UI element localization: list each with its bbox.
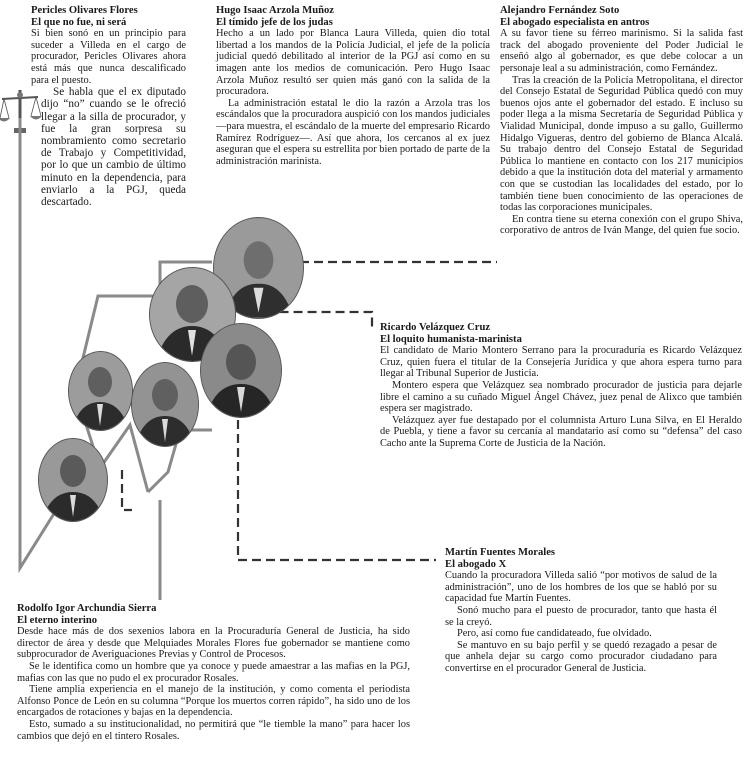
profile-ricardo bbox=[380, 322, 742, 450]
portrait-pericles bbox=[131, 362, 199, 447]
profile-paragraph: Sonó mucho para el puesto de procurador, tanto que hasta él se la creyó. bbox=[445, 604, 717, 628]
profile-name: Ricardo Velázquez Cruz bbox=[380, 322, 491, 333]
profile-paragraph: Se le identifica como un hombre que ya conoce y puede amaestrar a las mafias en la PGJ, mafias con las que no pudo el ex procurador Rosales. bbox=[17, 660, 410, 684]
profile-paragraph: A su favor tiene su férreo marinismo. Si la salida fast track del abogado proveniente del Poder Judicial le enseñó algo al gobernador, es que debe colocar a un personaje leal a su administración, como Fernández. bbox=[500, 28, 743, 74]
profile-paragraph: Pero, así como fue candidateado, fue olvidado. bbox=[457, 628, 652, 640]
portrait-alejandro bbox=[68, 351, 133, 431]
profile-name: Martín Fuentes Morales bbox=[445, 547, 556, 558]
profile-subtitle: El que no fue, ni será bbox=[31, 16, 127, 28]
profile-alejandro bbox=[500, 5, 743, 237]
profile-subtitle: El loquito humanista-marinista bbox=[380, 333, 522, 345]
profile-paragraph: Montero espera que Velázquez sea nombrado procurador de justicia para dejarle libre el camino a su cuñado Miguel Ángel Chávez, juez penal de Alixco que también espera ser magistrado. bbox=[380, 379, 742, 415]
profile-paragraph: Desde hace más de dos sexenios labora en la Procuraduría General de Justicia, ha sido director de área y desde que Melquiades Morales Flores fue gobernador se mantiene como subprocurador de Averiguaciones Previas y Control de Procesos. bbox=[17, 626, 410, 661]
profile-paragraph: Se habla que el ex diputado dijo “no” cuando se le ofreció llegar a la silla de procurador, y fue la gran sorpresa su nombramiento como secretario de Trabajo y Competitividad, por lo que un cambio de último minuto en la dependencia, para enviarlo a la PGJ, queda descartado. bbox=[41, 86, 186, 208]
profile-subtitle: El tímido jefe de los judas bbox=[216, 16, 333, 28]
portrait-martin bbox=[200, 323, 282, 418]
profile-paragraph: En contra tiene su eterna conexión con el grupo Shiva, corporativo de antros de Iván Mange, del quien fue socio. bbox=[500, 213, 743, 237]
profile-hugo bbox=[216, 5, 490, 167]
profile-name: Hugo Isaac Arzola Muñoz bbox=[216, 5, 334, 16]
profile-name: Rodolfo Igor Archundia Sierra bbox=[17, 603, 157, 614]
profile-paragraph: La administración estatal le dio la razón a Arzola tras los escándalos que la procuradora auspició con los mandos judiciales —para muestra, el escándalo de la muerte del empresario Ricardo Ramírez Rodríguez—. Así que ahora, los cercanos al ex juez aseguran que el espera su estrellita por bien portado de parte de la administración marinista. bbox=[216, 97, 490, 167]
profile-paragraph: Si bien sonó en un principio para suceder a Villeda en el cargo de procurador, Pericles Olivares ahora está más que nunca descalificado para el puesto. bbox=[31, 28, 186, 86]
profile-paragraph: El candidato de Mario Montero Serrano para la procuraduría es Ricardo Velázquez Cruz, quien fuera el titular de la Consejería Jurídica y que ahora espera turno para llegar al Tribunal Superior de Justicia. bbox=[380, 345, 742, 380]
profile-pericles bbox=[31, 5, 186, 208]
profile-name: Alejandro Fernández Soto bbox=[500, 5, 620, 16]
profile-paragraph: Tiene amplia experiencia en el manejo de la institución, y como comenta el periodista Alfonso Ponce de León en su columna “Porque los muertos corren rápido”, ha sido uno de los encargados de rotaciones y bajas en la dependencia. bbox=[17, 684, 410, 719]
profile-paragraph: Cuando la procuradora Villeda salió “por motivos de salud de la administración”, uno de los hombres de los que se habló por su capacidad fue Martín Fuentes. bbox=[445, 570, 717, 605]
profile-name: Pericles Olivares Flores bbox=[31, 5, 138, 16]
profile-paragraph: Esto, sumado a su institucionalidad, no permitirá que “le tiemble la mano” para hacer los cambios que dejó en el tintero Rosales. bbox=[17, 718, 410, 742]
profile-rodolfo bbox=[17, 603, 410, 742]
profile-paragraph: Hecho a un lado por Blanca Laura Villeda, quien dio total libertad a los mandos de la Policía Judicial, el jefe de la policía judicial quedó debilitado al interior de la PGJ así como en su imagen ante los medios de comunicación. Pero Hugo Isaac Arzola Muñoz resultó ser quien más ganó con la salida de la procuradora. bbox=[216, 28, 490, 98]
profile-subtitle: El abogado X bbox=[445, 558, 507, 570]
portrait-rodolfo bbox=[38, 438, 108, 522]
profile-paragraph: Se mantuvo en su bajo perfil y se quedó rezagado a pesar de que anhela dejar su cargo como procurador ciudadano para convertirse en el procurador General de Justicia. bbox=[445, 639, 717, 674]
profile-subtitle: El eterno interino bbox=[17, 614, 98, 626]
profile-paragraph: Velázquez ayer fue destapado por el columnista Arturo Luna Silva, en El Heraldo de Puebla, y tiene a favor su cercanía al mandatario así como su “defensa” del caso Cacho ante la Suprema Corte de Justicia de la Nación. bbox=[380, 414, 742, 449]
profile-subtitle: El abogado especialista en antros bbox=[500, 16, 650, 28]
profile-paragraph: Tras la creación de la Policía Metropolitana, el director del Consejo Estatal de Seguridad Pública quedó con muy buenos ojos ante el gobernador del estado. E incluso su poder llega a la misma Secretaría de Seguridad Pública y Vialidad Municipal, donde impuso a su gallo, Guillermo Hidalgo Vigueras, dentro del gobierno de Blanca Alcalá. Su trabajo dentro del Consejo Estatal de Seguridad Pública lo mantiene en contacto con los 217 municipios debido a que la institución dota del material y armamento con que se custodian las localidades del estado, por lo también tiene buen conocimiento de las operaciones de todas las corporaciones municipales. bbox=[500, 74, 743, 214]
profile-martin bbox=[445, 547, 717, 675]
